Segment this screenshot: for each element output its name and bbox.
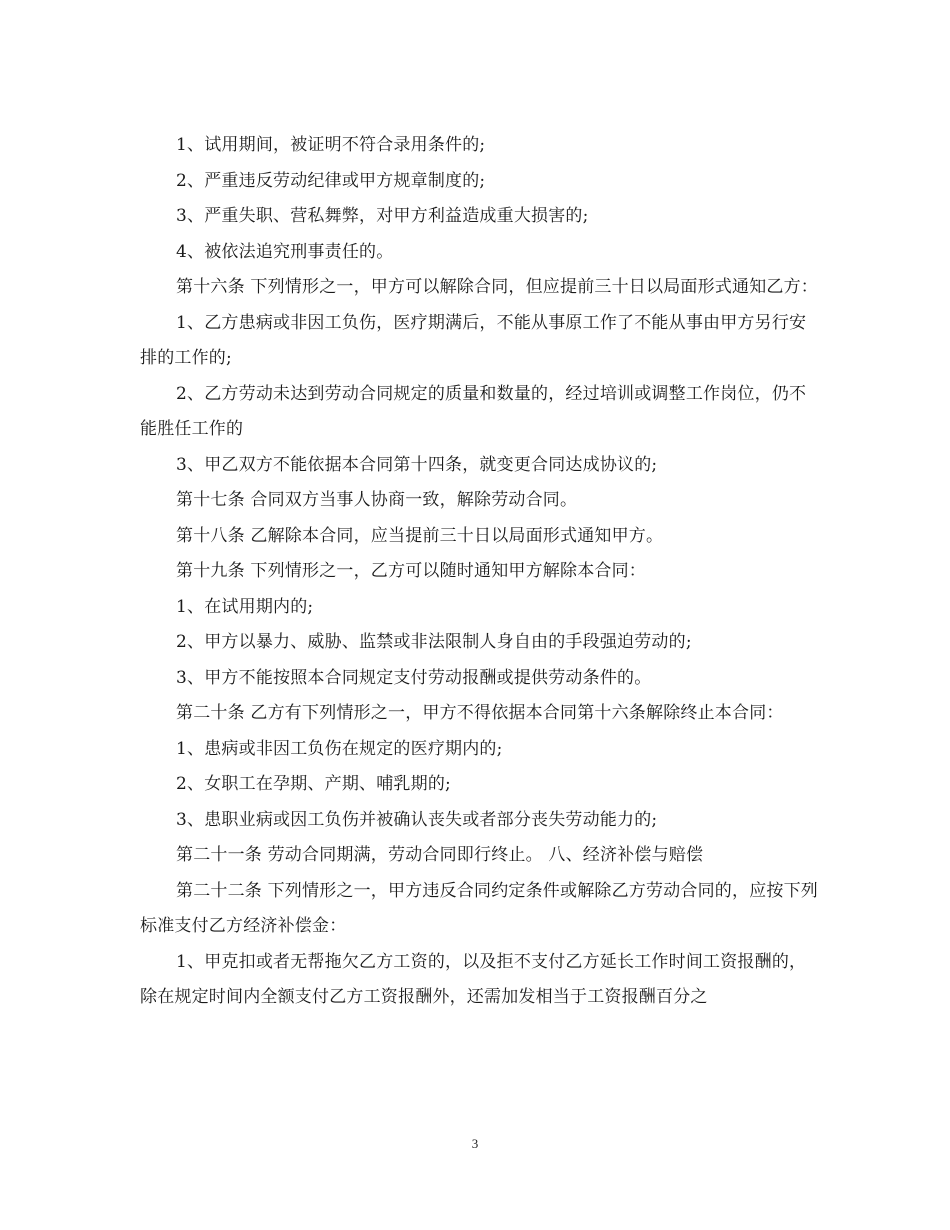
document-body (140, 128, 820, 1016)
article-17: 第十七条 合同双方当事人协商一致，解除劳动合同。 (176, 490, 578, 510)
paragraph: 2、乙方劳动未达到劳动合同规定的质量和数量的，经过培训或调整工作岗位，仍不能胜任工作的 (140, 383, 807, 439)
page-number: 3 (471, 1136, 479, 1151)
paragraph: 3、甲乙双方不能依据本合同第十四条，就变更合同达成协议的; (176, 454, 658, 475)
article-22: 第二十二条 下列情形之一，甲方违反合同约定条件或解除乙方劳动合同的，应按下列标准支付乙方经济补偿金： (140, 880, 819, 936)
paragraph: 1、甲克扣或者无帮拖欠乙方工资的，以及拒不支付乙方延长工作时间工资报酬的，除在规定时间内全额支付乙方工资报酬外，还需加发相当于工资报酬百分之 (140, 951, 807, 1007)
paragraph: 3、严重失职、营私舞弊，对甲方利益造成重大损害的; (176, 206, 589, 226)
paragraph: 2、甲方以暴力、威胁、监禁或非法限制人身自由的手段强迫劳动的; (176, 632, 692, 652)
article-18: 第十八条 乙解除本合同，应当提前三十日以局面形式通知甲方。 (176, 525, 664, 546)
article-19: 第十九条 下列情形之一，乙方可以随时通知甲方解除本合同： (176, 561, 647, 581)
paragraph: 3、患职业病或因工负伤并被确认丧失或者部分丧失劳动能力的; (176, 809, 658, 830)
paragraph: 1、在试用期内的; (176, 596, 314, 617)
paragraph: 2、严重违反劳动纪律或甲方规章制度的; (176, 170, 486, 191)
paragraph: 1、乙方患病或非因工负伤，医疗期满后，不能从事原工作了不能从事由甲方另行安排的工作的; (140, 312, 807, 368)
paragraph: 4、被依法追究刑事责任的。 (176, 241, 394, 262)
paragraph: 2、女职工在孕期、产期、哺乳期的; (176, 774, 451, 794)
article-21: 第二十一条 劳动合同期满，劳动合同即行终止。 八、经济补偿与赔偿 (176, 845, 704, 865)
article-20: 第二十条 乙方有下列情形之一，甲方不得依据本合同第十六条解除终止本合同： (176, 703, 784, 723)
paragraph: 1、试用期间，被证明不符合录用条件的; (176, 135, 486, 155)
paragraph: 1、患病或非因工负伤在规定的医疗期内的; (176, 738, 503, 759)
paragraph: 3、甲方不能按照本合同规定支付劳动报酬或提供劳动条件的。 (176, 667, 652, 688)
article-16: 第十六条 下列情形之一，甲方可以解除合同，但应提前三十日以局面形式通知乙方： (176, 277, 819, 297)
